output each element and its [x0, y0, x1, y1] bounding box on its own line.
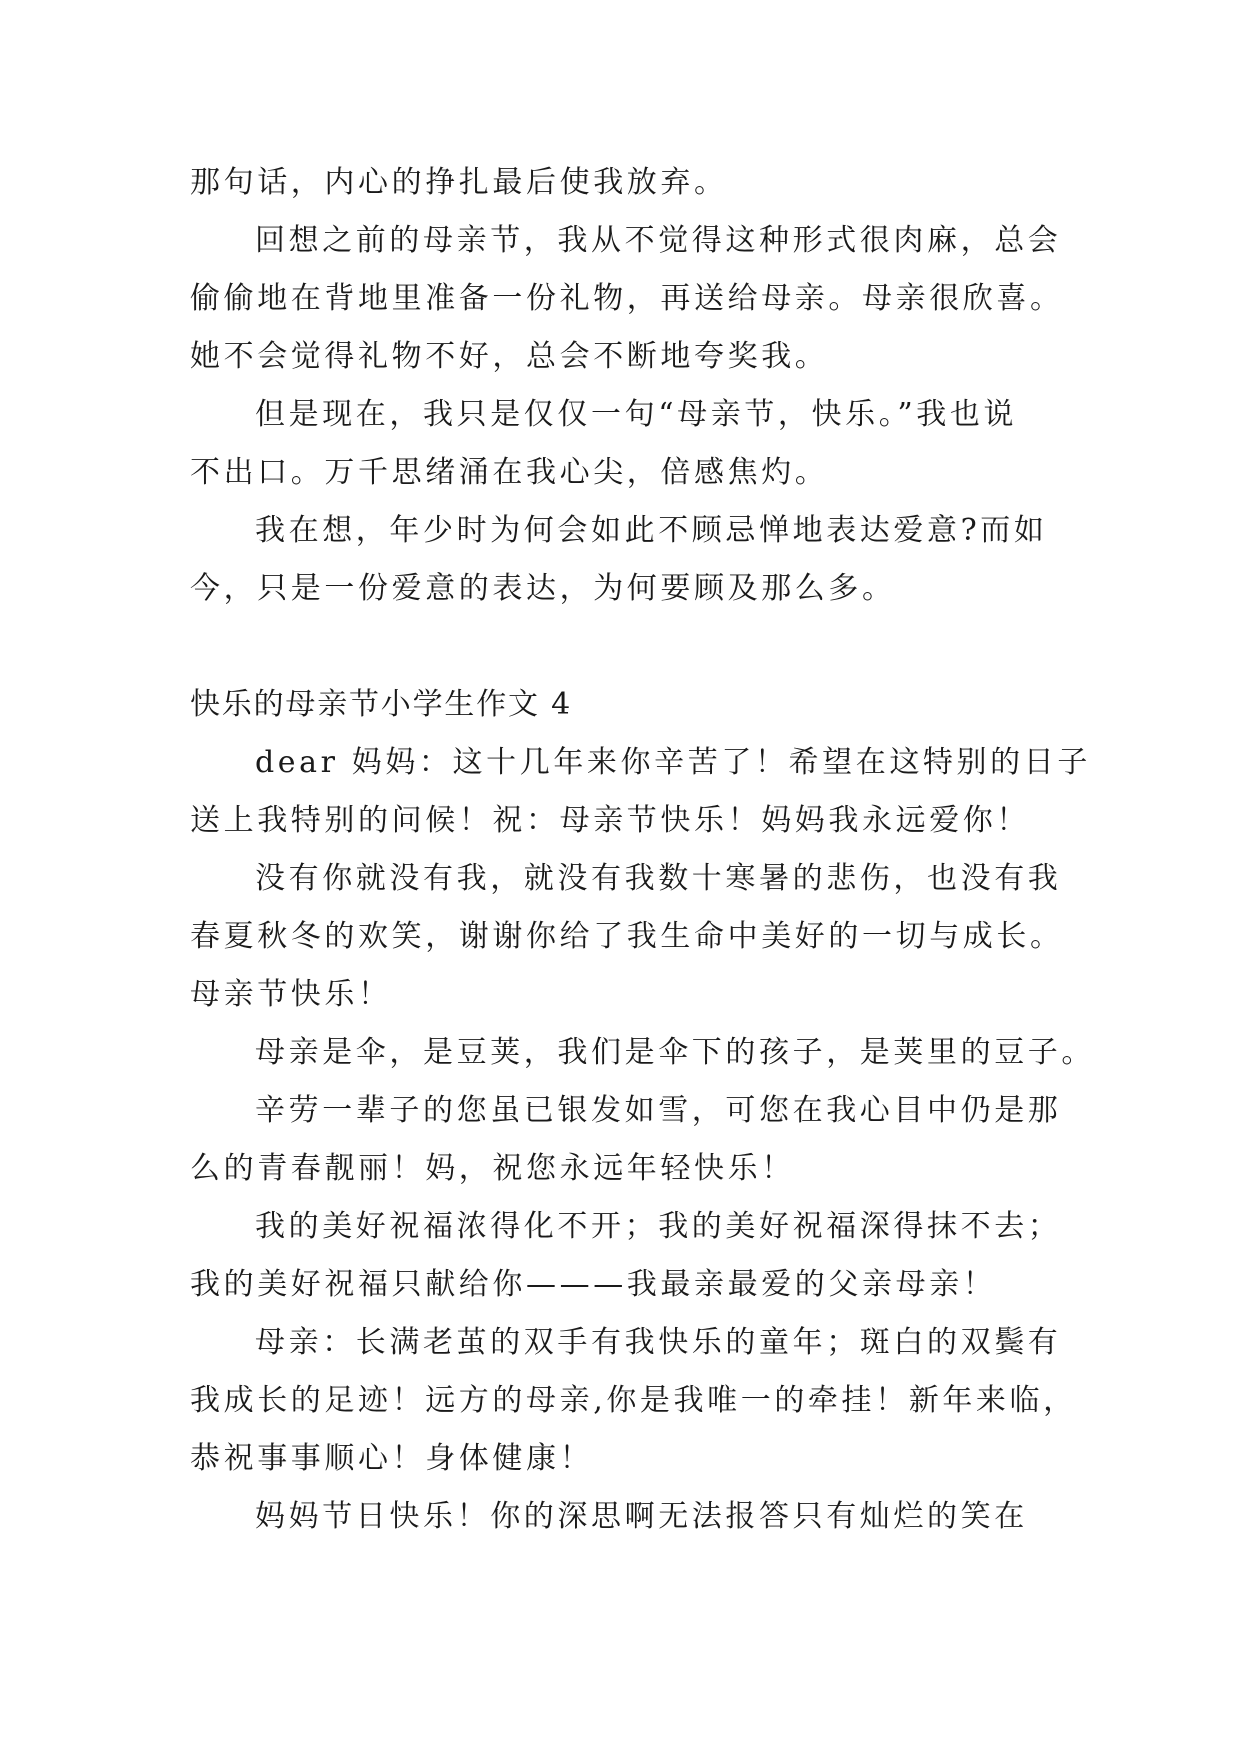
text-line: 不出口。万千思绪涌在我心尖，倍感焦灼。: [190, 455, 829, 490]
text-line: 母亲节快乐！: [190, 977, 392, 1012]
paragraph-first-line: 我在想，年少时为何会如此不顾忌惮地表达爱意?而如: [255, 513, 1048, 548]
paragraph-first-line: 但是现在，我只是仅仅一句“母亲节，快乐。”我也说: [255, 397, 1018, 432]
text-line: 今，只是一份爱意的表达，为何要顾及那么多。: [190, 571, 896, 606]
text-line: 送上我特别的问候！祝：母亲节快乐！妈妈我永远爱你！: [190, 803, 1030, 838]
text-line: 她不会觉得礼物不好，总会不断地夸奖我。: [190, 339, 829, 374]
text-line: 恭祝事事顺心！身体健康！: [190, 1441, 594, 1476]
paragraph-first-line: 妈妈节日快乐！你的深思啊无法报答只有灿烂的笑在: [255, 1499, 1028, 1534]
paragraph-first-line: 母亲是伞，是豆荚，我们是伞下的孩子，是荚里的豆子。: [255, 1035, 1095, 1070]
paragraph-first-line: 母亲：长满老茧的双手有我快乐的童年；斑白的双鬓有: [255, 1325, 1062, 1360]
paragraph-first-line: 辛劳一辈子的您虽已银发如雪，可您在我心目中仍是那: [255, 1093, 1062, 1128]
paragraph-first-line: 回想之前的母亲节，我从不觉得这种形式很肉麻，总会: [255, 223, 1062, 258]
text-line: 我的美好祝福只献给你———我最亲最爱的父亲母亲！: [190, 1267, 997, 1302]
text-line: 么的青春靓丽！妈，祝您永远年轻快乐！: [190, 1151, 795, 1186]
text-line: 那句话，内心的挣扎最后使我放弃。: [190, 165, 728, 200]
document-body: [190, 154, 1095, 1546]
section-gap: [190, 618, 1052, 676]
paragraph-first-line: 没有你就没有我，就没有我数十寒暑的悲伤，也没有我: [255, 861, 1062, 896]
text-line: 我成长的足迹！远方的母亲,你是我唯一的牵挂！新年来临，: [190, 1383, 1077, 1418]
text-line: 偷偷地在背地里准备一份礼物，再送给母亲。母亲很欣喜。: [190, 281, 1064, 316]
essay-heading: 快乐的母亲节小学生作文 4: [190, 687, 573, 722]
text-line: 春夏秋冬的欢笑，谢谢你给了我生命中美好的一切与成长。: [190, 919, 1064, 954]
paragraph-first-line: dear 妈妈：这十几年来你辛苦了！希望在这特别的日子: [255, 745, 1091, 780]
paragraph-first-line: 我的美好祝福浓得化不开；我的美好祝福深得抹不去；: [255, 1209, 1062, 1244]
